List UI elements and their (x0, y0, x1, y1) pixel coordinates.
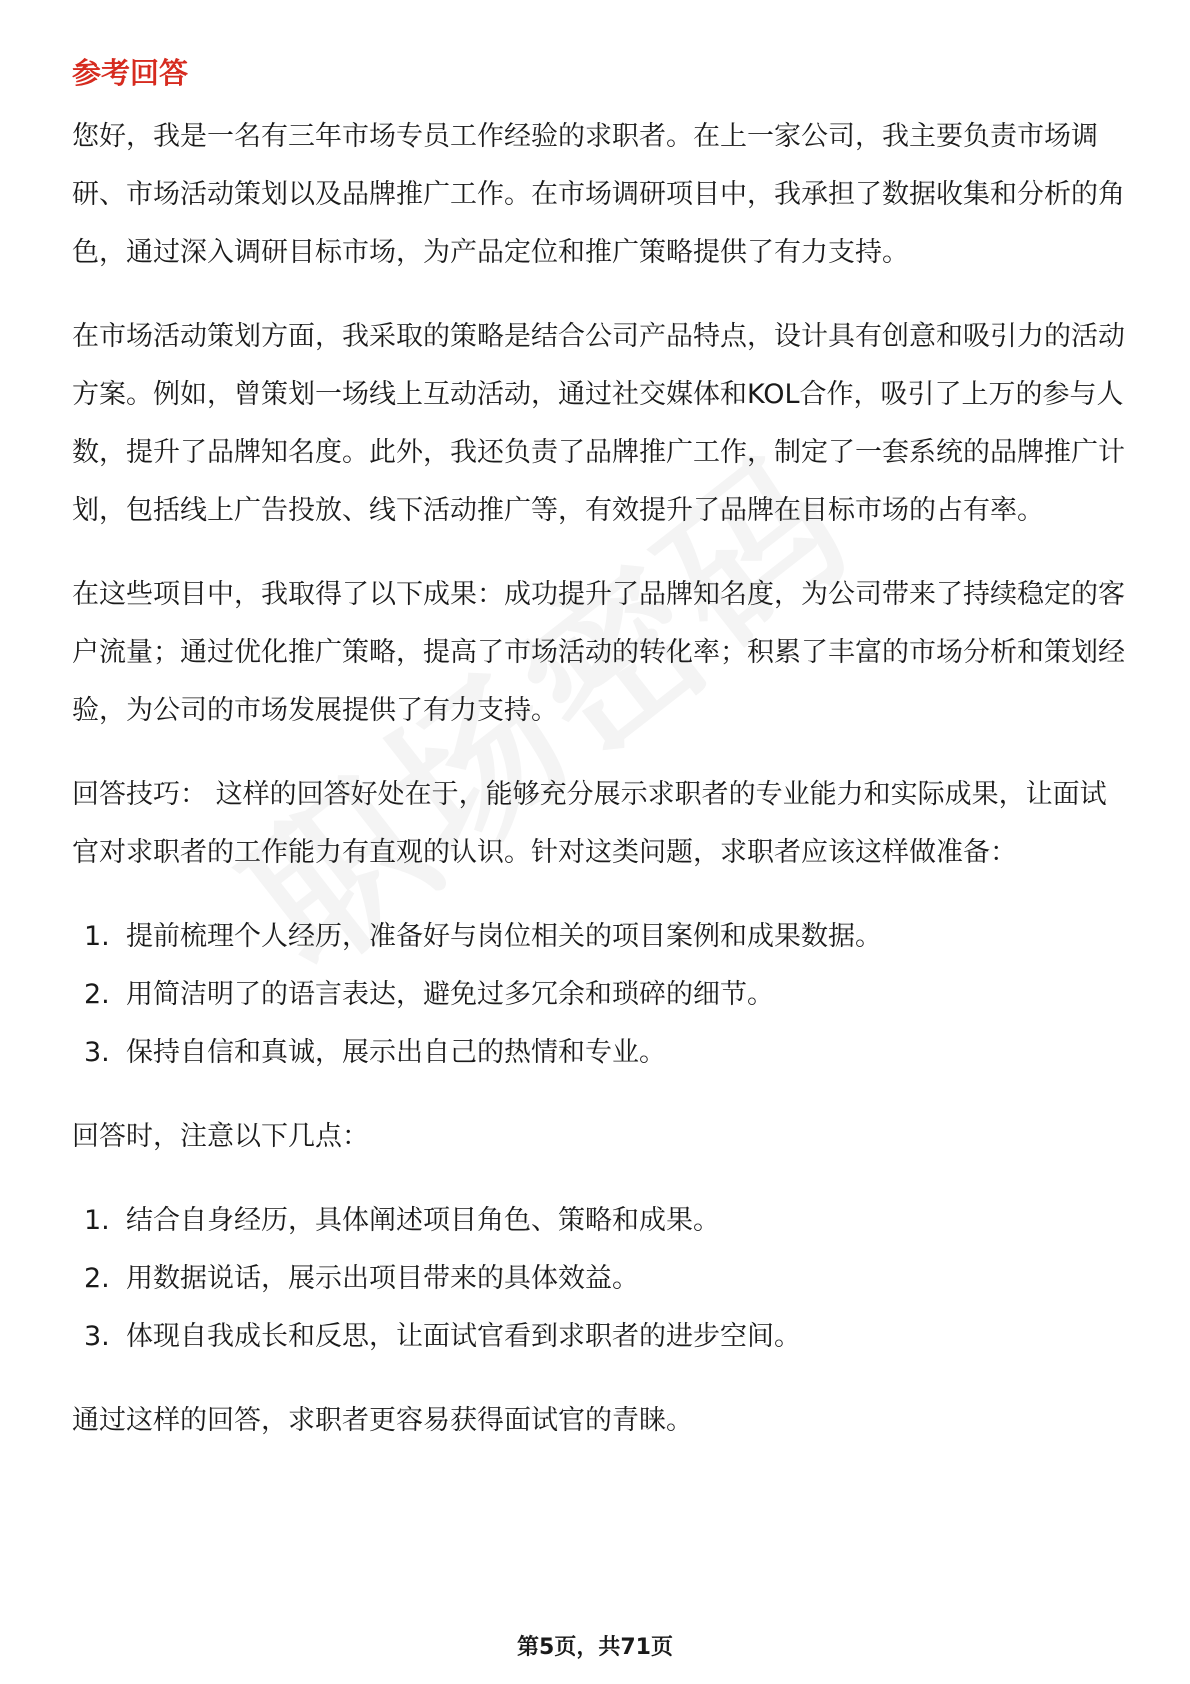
list-number: 3. (84, 1321, 110, 1352)
paragraph-results: 在这些项目中，我取得了以下成果：成功提升了品牌知名度，为公司带来了持续稳定的客户流量；通过优化推广策略，提高了市场活动的转化率；积累了丰富的市场分析和策划经验，为公司的市场发展提供了有力支持。 (72, 579, 1125, 726)
paragraph-intro: 您好，我是一名有三年市场专员工作经验的求职者。在上一家公司，我主要负责市场调研、市场活动策划以及品牌推广工作。在市场调研项目中，我承担了数据收集和分析的角色，通过深入调研目标市场，为产品定位和推广策略提供了有力支持。 (72, 121, 1125, 268)
list-item (72, 908, 1132, 966)
list-text: 提前梳理个人经历，准备好与岗位相关的项目案例和成果数据。 (126, 921, 882, 952)
list-text: 保持自信和真诚，展示出自己的热情和专业。 (126, 1037, 666, 1068)
tips-intro: 回答技巧： 这样的回答好处在于，能够充分展示求职者的专业能力和实际成果，让面试官对求职者的工作能力有直观的认识。针对这类问题，求职者应该这样做准备： (72, 779, 1107, 868)
list-item (72, 1308, 1132, 1366)
list-number: 2. (84, 1263, 110, 1294)
notes-intro: 回答时，注意以下几点： (72, 1121, 369, 1152)
list-text: 结合自身经历，具体阐述项目角色、策略和成果。 (126, 1205, 720, 1236)
list-text: 用简洁明了的语言表达，避免过多冗余和琐碎的细节。 (126, 979, 774, 1010)
list-text: 体现自我成长和反思，让面试官看到求职者的进步空间。 (126, 1321, 801, 1352)
document-body (72, 44, 1132, 1476)
page-number: 第5页，共71页 (517, 1635, 673, 1660)
section-heading: 参考回答 (72, 56, 189, 90)
list-number: 3. (84, 1037, 110, 1068)
list-item (72, 1250, 1132, 1308)
list-text: 用数据说话，展示出项目带来的具体效益。 (126, 1263, 639, 1294)
list-item (72, 1192, 1132, 1250)
list-number: 1. (84, 921, 110, 952)
paragraph-campaign: 在市场活动策划方面，我采取的策略是结合公司产品特点，设计具有创意和吸引力的活动方案。例如，曾策划一场线上互动活动，通过社交媒体和KOL合作，吸引了上万的参与人数，提升了品牌知名度。此外，我还负责了品牌推广工作，制定了一套系统的品牌推广计划，包括线上广告投放、线下活动推广等，有效提升了品牌在目标市场的占有率。 (72, 321, 1125, 526)
list-item (72, 1024, 1132, 1082)
closing-sentence: 通过这样的回答，求职者更容易获得面试官的青睐。 (72, 1405, 693, 1436)
prep-list (72, 908, 1132, 1082)
list-item (72, 966, 1132, 1024)
notes-list (72, 1192, 1132, 1366)
list-number: 2. (84, 979, 110, 1010)
list-number: 1. (84, 1205, 110, 1236)
